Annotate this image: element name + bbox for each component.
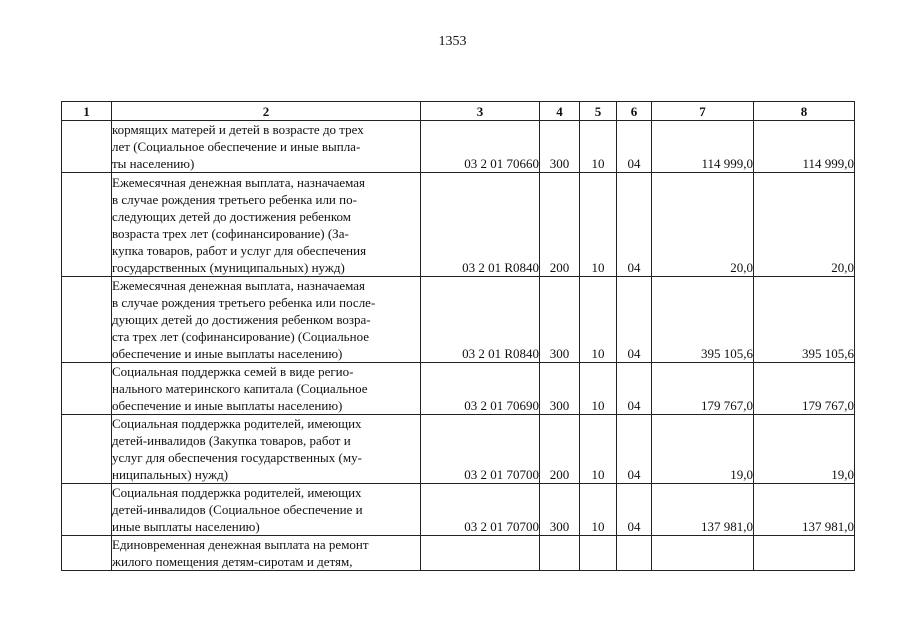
description-line: кормящих матерей и детей в возрасте до трех <box>112 122 364 137</box>
row-amount-7: 137 981,0 <box>652 484 754 536</box>
row-amount-8: 137 981,0 <box>754 484 855 536</box>
row-col-6 <box>617 536 652 571</box>
row-description <box>112 415 421 484</box>
row-number-cell <box>62 415 112 484</box>
row-col-5: 10 <box>580 363 617 415</box>
description-line: Ежемесячная денежная выплата, назначаемая <box>112 175 366 190</box>
row-code: 03 2 01 R0840 <box>421 277 540 363</box>
row-number-cell <box>62 363 112 415</box>
row-amount-8: 19,0 <box>754 415 855 484</box>
row-col-5: 10 <box>580 121 617 173</box>
row-description <box>112 484 421 536</box>
row-col-4: 300 <box>540 484 580 536</box>
description-line: государственных (муниципальных) нужд) <box>112 260 345 275</box>
row-col-6: 04 <box>617 415 652 484</box>
row-col-6: 04 <box>617 484 652 536</box>
row-number-cell <box>62 536 112 571</box>
description-line: возраста трех лет (софинансирование) (За- <box>112 226 349 241</box>
description-line: Ежемесячная денежная выплата, назначаемая <box>112 278 366 293</box>
row-number-cell <box>62 173 112 277</box>
description-line: жилого помещения детям-сиротам и детям, <box>112 554 353 569</box>
row-code: 03 2 01 70690 <box>421 363 540 415</box>
row-col-4: 300 <box>540 277 580 363</box>
row-description <box>112 121 421 173</box>
row-col-5: 10 <box>580 277 617 363</box>
row-number-cell <box>62 484 112 536</box>
row-col-6: 04 <box>617 173 652 277</box>
row-col-6: 04 <box>617 121 652 173</box>
description-line: Единовременная денежная выплата на ремонт <box>112 537 369 552</box>
row-description <box>112 277 421 363</box>
row-amount-8: 114 999,0 <box>754 121 855 173</box>
row-amount-7 <box>652 536 754 571</box>
row-description <box>112 173 421 277</box>
header-col-7: 7 <box>652 102 754 121</box>
row-amount-7: 19,0 <box>652 415 754 484</box>
row-amount-8: 395 105,6 <box>754 277 855 363</box>
description-line: ты населению) <box>112 156 195 171</box>
description-line: дующих детей до достижения ребенком возра- <box>112 312 371 327</box>
row-col-5: 10 <box>580 173 617 277</box>
description-line: в случае рождения третьего ребенка или после- <box>112 295 376 310</box>
table-row <box>62 277 855 363</box>
row-col-4: 200 <box>540 173 580 277</box>
description-line: услуг для обеспечения государственных (му- <box>112 450 362 465</box>
row-amount-8: 179 767,0 <box>754 363 855 415</box>
row-amount-8 <box>754 536 855 571</box>
header-col-5: 5 <box>580 102 617 121</box>
description-line: детей-инвалидов (Закупка товаров, работ и <box>112 433 351 448</box>
row-number-cell <box>62 121 112 173</box>
row-col-6: 04 <box>617 363 652 415</box>
row-description <box>112 536 421 571</box>
row-code: 03 2 01 R0840 <box>421 173 540 277</box>
row-col-5: 10 <box>580 484 617 536</box>
row-code: 03 2 01 70660 <box>421 121 540 173</box>
row-col-4: 300 <box>540 363 580 415</box>
description-line: обеспечение и иные выплаты населению) <box>112 346 343 361</box>
header-col-2: 2 <box>112 102 421 121</box>
row-col-4: 200 <box>540 415 580 484</box>
description-line: нального материнского капитала (Социальное <box>112 381 368 396</box>
row-amount-7: 179 767,0 <box>652 363 754 415</box>
header-col-6: 6 <box>617 102 652 121</box>
table-row <box>62 484 855 536</box>
row-amount-8: 20,0 <box>754 173 855 277</box>
description-line: следующих детей до достижения ребенком <box>112 209 351 224</box>
table-row <box>62 415 855 484</box>
row-col-4: 300 <box>540 121 580 173</box>
table-row <box>62 173 855 277</box>
header-col-8: 8 <box>754 102 855 121</box>
row-amount-7: 395 105,6 <box>652 277 754 363</box>
description-line: ниципальных) нужд) <box>112 467 229 482</box>
description-line: в случае рождения третьего ребенка или по- <box>112 192 357 207</box>
table-row <box>62 536 855 571</box>
description-line: купка товаров, работ и услуг для обеспечения <box>112 243 367 258</box>
row-col-6: 04 <box>617 277 652 363</box>
header-col-4: 4 <box>540 102 580 121</box>
header-col-1: 1 <box>62 102 112 121</box>
description-line: Социальная поддержка семей в виде регио- <box>112 364 354 379</box>
row-col-4 <box>540 536 580 571</box>
description-line: лет (Социальное обеспечение и иные выпла- <box>112 139 361 154</box>
row-number-cell <box>62 277 112 363</box>
row-amount-7: 20,0 <box>652 173 754 277</box>
header-col-3: 3 <box>421 102 540 121</box>
budget-table <box>61 101 855 571</box>
row-code: 03 2 01 70700 <box>421 484 540 536</box>
page-number: 1353 <box>438 34 467 49</box>
row-col-5 <box>580 536 617 571</box>
row-amount-7: 114 999,0 <box>652 121 754 173</box>
description-line: Социальная поддержка родителей, имеющих <box>112 416 362 431</box>
table-header-row <box>62 102 855 121</box>
description-line: иные выплаты населению) <box>112 519 260 534</box>
row-description <box>112 363 421 415</box>
row-col-5: 10 <box>580 415 617 484</box>
description-line: ста трех лет (софинансирование) (Социальное <box>112 329 369 344</box>
description-line: обеспечение и иные выплаты населению) <box>112 398 343 413</box>
description-line: детей-инвалидов (Социальное обеспечение и <box>112 502 363 517</box>
table-row <box>62 363 855 415</box>
description-line: Социальная поддержка родителей, имеющих <box>112 485 362 500</box>
row-code: 03 2 01 70700 <box>421 415 540 484</box>
row-code <box>421 536 540 571</box>
table-row <box>62 121 855 173</box>
